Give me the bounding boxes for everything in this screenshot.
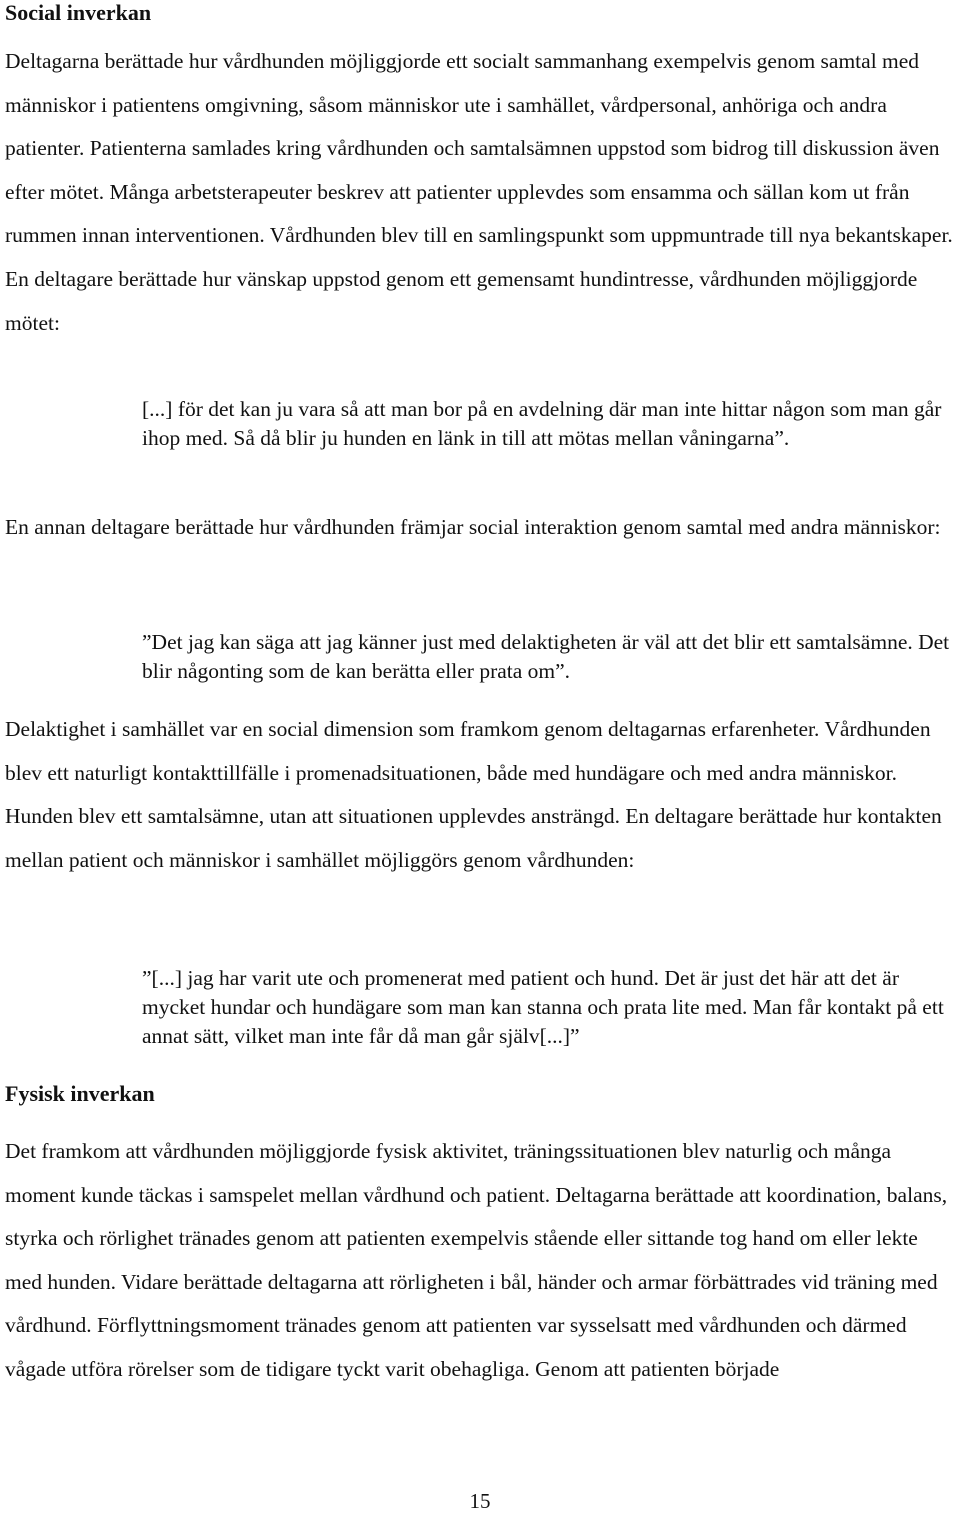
block-quote: [...] för det kan ju vara så att man bor på en avdelning där man inte hittar någon som man går ihop med. Så då blir ju hunden en länk in till att mötas mellan våningarna”. xyxy=(142,397,942,450)
block-quote: ”Det jag kan säga att jag känner just med delaktigheten är väl att det blir ett samtalsämne. Det blir någonting som de kan berätta eller prata om”. xyxy=(142,630,950,683)
page-number: 15 xyxy=(469,1489,491,1513)
body-paragraph: Deltagarna berättade hur vårdhunden möjliggjorde ett socialt sammanhang exempelvis genom samtal med människor i patientens omgivning, såsom människor ute i samhället, vårdpersonal, anhöriga och andra patienter. Patienterna samlades kring vårdhunden och samtalsämnen uppstod som bidrog till diskussion även efter mötet. Många arbetsterapeuter beskrev att patienter upplevdes som ensamma och sällan kom ut från rummen innan interventionen. Vårdhunden blev till en samlingspunkt som uppmuntrade till nya bekantskaper. En deltagare berättade hur vänskap uppstod genom ett gemensamt hundintresse, vårdhunden möjliggjorde mötet: xyxy=(5,49,953,335)
body-paragraph: Det framkom att vårdhunden möjliggjorde fysisk aktivitet, träningssituationen blev naturlig och många moment kunde täckas i samspelet mellan vårdhund och patient. Deltagarna berättade att koordination, balans, styrka och rörlighet tränades genom att patienten exempelvis stående eller sittande tog hand om eller lekte med hunden. Vidare berättade deltagarna att rörligheten i bål, händer och armar förbättrades vid träning med vårdhund. Förflyttningsmoment tränades genom att patienten var sysselsatt med vårdhunden och därmed vågade utföra rörelser som de tidigare tyckt varit obehagliga. Genom att patienten började xyxy=(5,1139,948,1381)
body-paragraph: En annan deltagare berättade hur vårdhunden främjar social interaktion genom samtal med andra människor: xyxy=(5,515,941,539)
body-paragraph: Delaktighet i samhället var en social dimension som framkom genom deltagarnas erfarenheter. Vårdhunden blev ett naturligt kontakttillfälle i promenadsituationen, både med hundägare och med andra människor. Hunden blev ett samtalsämne, utan att situationen upplevdes ansträngd. En deltagare berättade hur kontakten mellan patient och människor i samhället möjliggörs genom vårdhunden: xyxy=(5,717,942,872)
section-heading-social: Social inverkan xyxy=(5,0,152,25)
block-quote: ”[...] jag har varit ute och promenerat med patient och hund. Det är just det här att det är mycket hundar och hundägare som man kan stanna och prata lite med. Man får kontakt på ett annat sätt, vilket man inte får då man går själv[...]” xyxy=(142,966,944,1048)
section-heading-physical: Fysisk inverkan xyxy=(5,1081,155,1106)
